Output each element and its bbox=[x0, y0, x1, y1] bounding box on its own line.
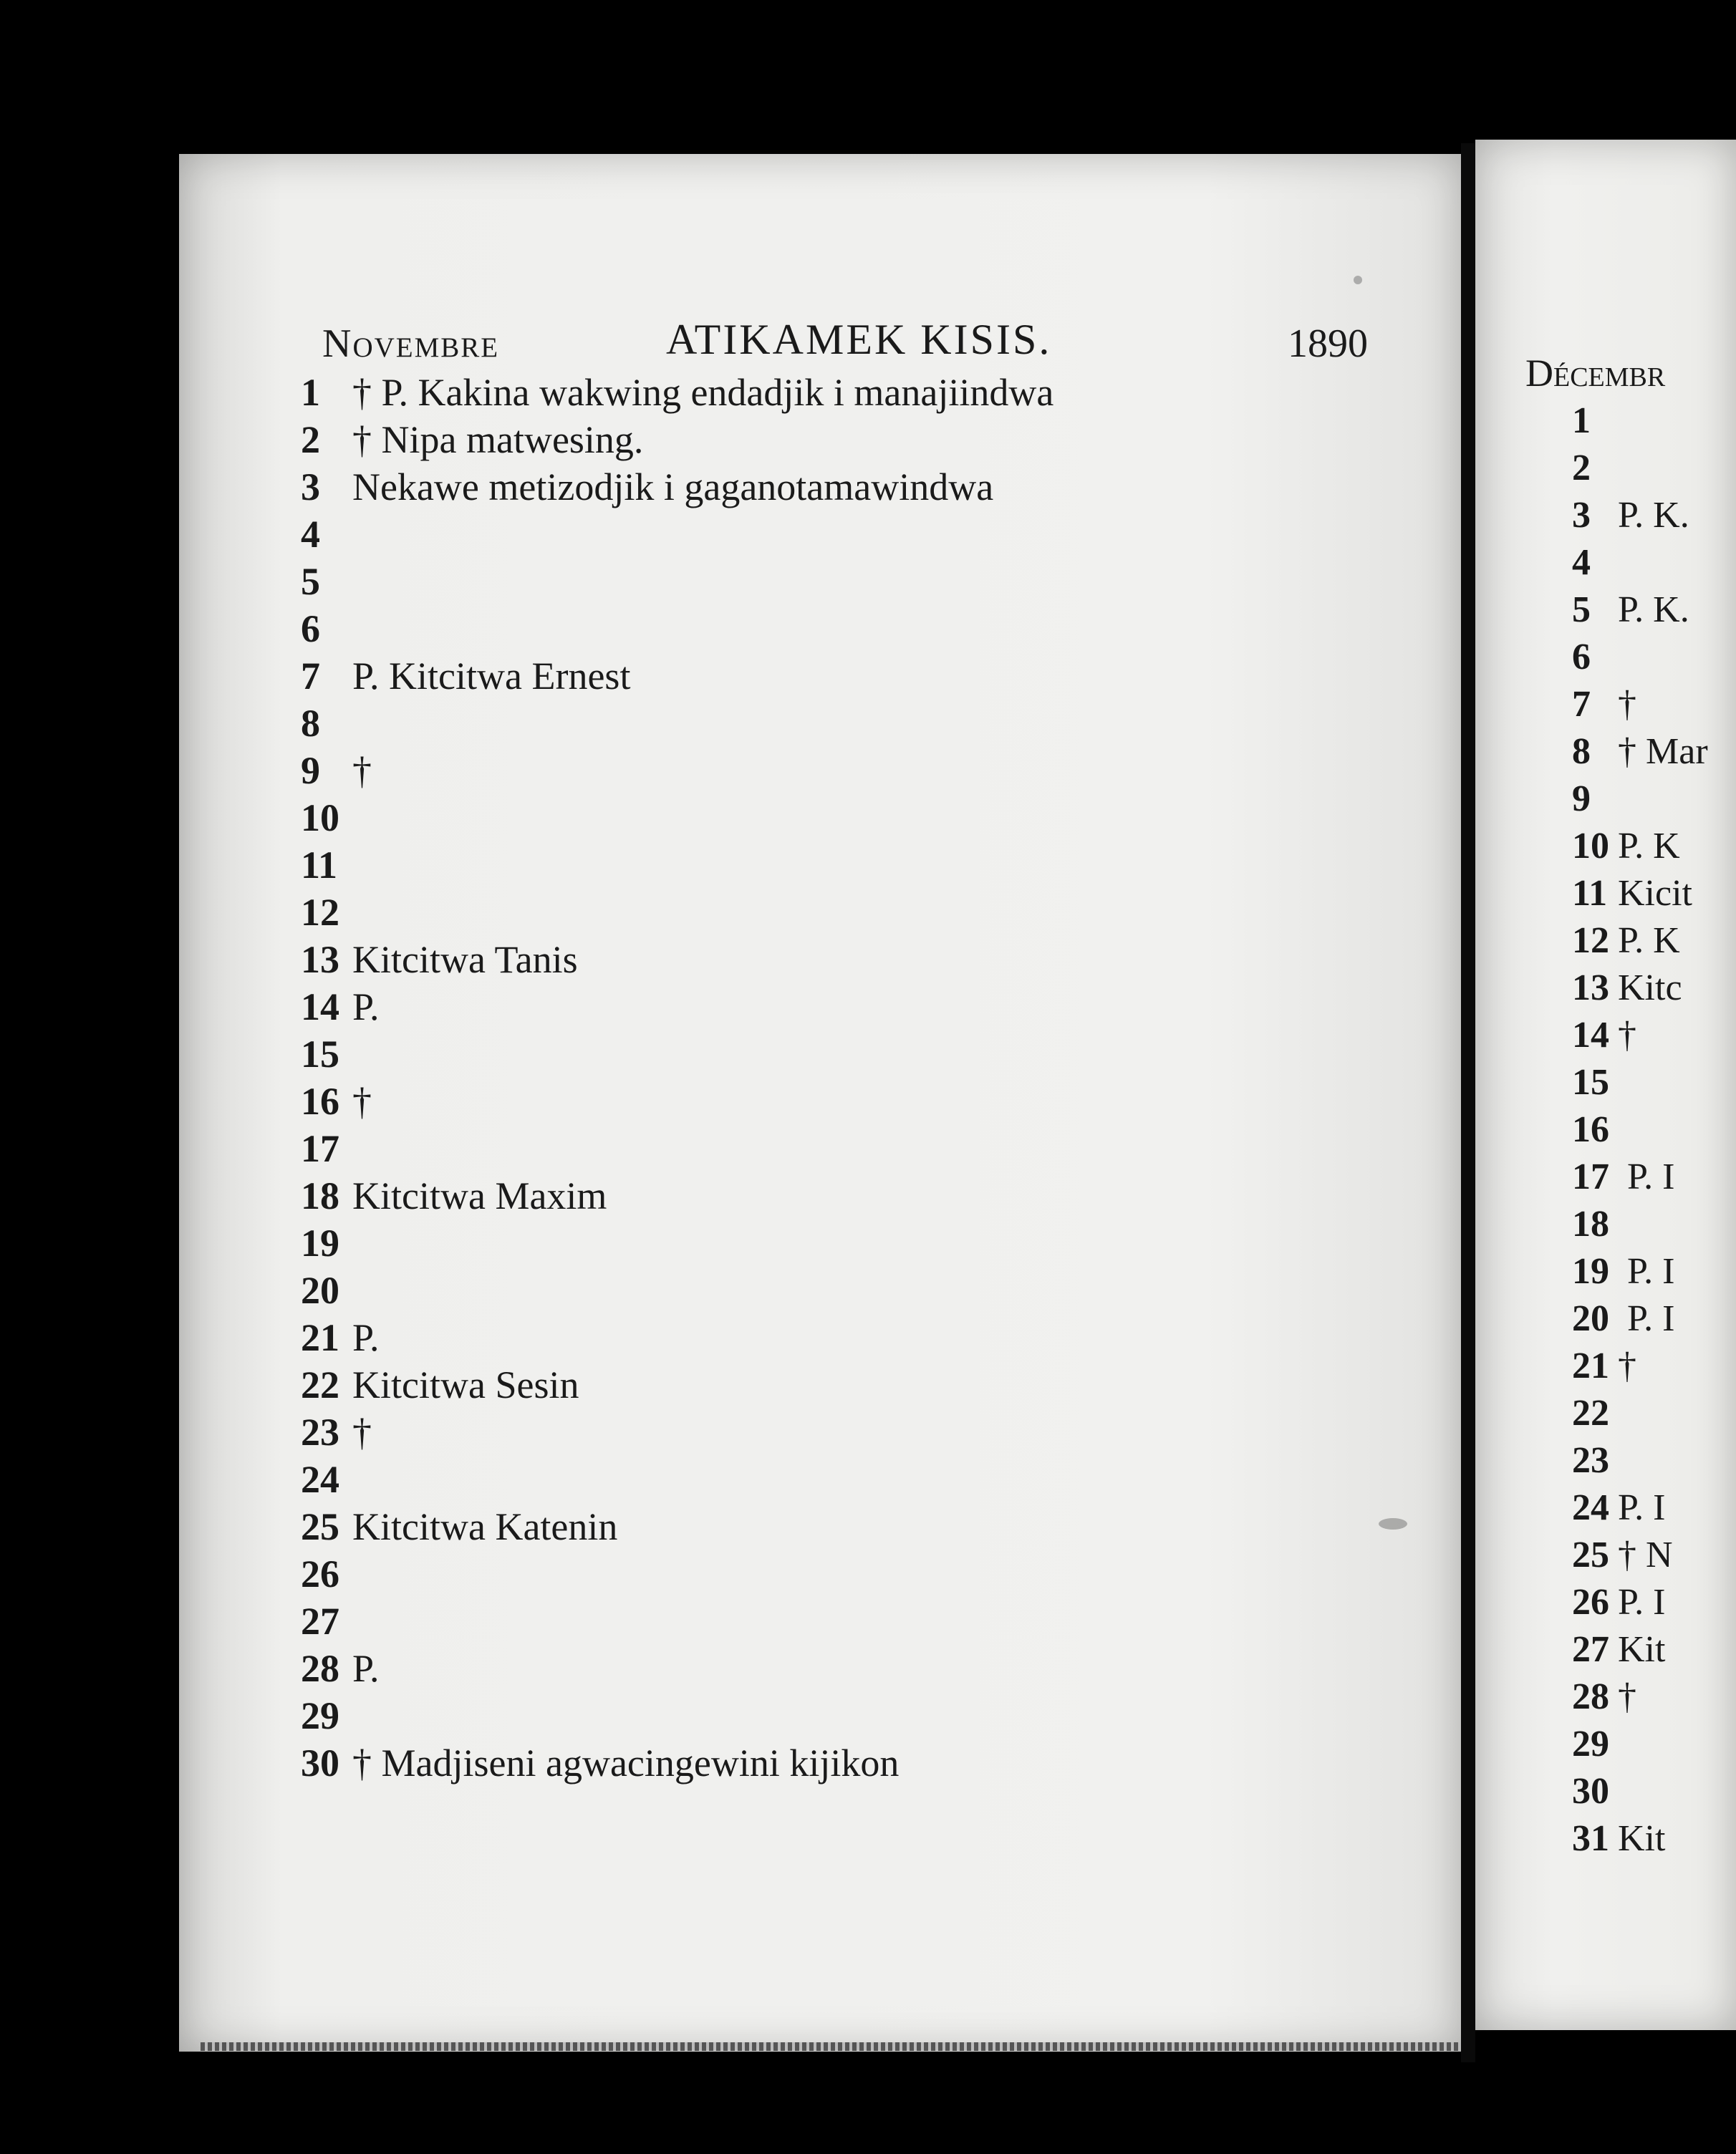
day-entry bbox=[1572, 823, 1736, 870]
day-number: 5 bbox=[1572, 589, 1591, 630]
day-number: 31 bbox=[1572, 1818, 1609, 1859]
day-entry bbox=[1572, 634, 1736, 681]
day-entry bbox=[301, 1692, 1418, 1739]
day-entry bbox=[1572, 1154, 1736, 1201]
day-number: 19 bbox=[301, 1222, 339, 1265]
day-note: P. K bbox=[1618, 826, 1680, 866]
december-day-list bbox=[1572, 397, 1736, 1863]
day-entry bbox=[1572, 1437, 1736, 1484]
day-entry bbox=[301, 1172, 1418, 1220]
day-entry bbox=[1572, 586, 1736, 634]
day-note: † P. Kakina wakwing endadjik i manajiindwa bbox=[352, 371, 1054, 414]
day-note: P. I bbox=[1618, 1251, 1675, 1292]
day-note: P. bbox=[352, 1647, 380, 1690]
day-number: 11 bbox=[1572, 873, 1608, 914]
day-number: 13 bbox=[301, 938, 339, 981]
day-note: † bbox=[352, 1080, 372, 1123]
day-note: P. I bbox=[1618, 1487, 1666, 1528]
day-entry bbox=[301, 1550, 1418, 1598]
day-entry bbox=[301, 558, 1418, 605]
day-number: 3 bbox=[301, 465, 320, 508]
day-number: 2 bbox=[301, 418, 320, 461]
day-number: 13 bbox=[1572, 967, 1609, 1008]
day-number: 25 bbox=[301, 1505, 339, 1548]
day-note: † bbox=[352, 749, 372, 792]
day-number: 25 bbox=[1572, 1535, 1609, 1575]
day-note: P. I bbox=[1618, 1582, 1666, 1623]
day-entry bbox=[301, 983, 1418, 1030]
page-gutter bbox=[1461, 143, 1475, 2062]
day-entry bbox=[301, 936, 1418, 983]
day-entry bbox=[1572, 1201, 1736, 1248]
day-entry bbox=[301, 1220, 1418, 1267]
day-note: Kitcitwa Maxim bbox=[352, 1174, 607, 1217]
page-bottom-edge bbox=[201, 2042, 1461, 2051]
page-title: ATIKAMEK KISIS. bbox=[666, 316, 1052, 363]
day-note: Nekawe metizodjik i gaganotamawindwa bbox=[352, 465, 994, 508]
day-entry bbox=[301, 1267, 1418, 1314]
day-entry bbox=[1572, 1012, 1736, 1059]
day-note: † N bbox=[1618, 1535, 1673, 1575]
day-note: P. bbox=[352, 985, 380, 1028]
day-number: 15 bbox=[1572, 1062, 1609, 1103]
day-note: P. bbox=[352, 1316, 380, 1359]
day-number: 6 bbox=[1572, 637, 1591, 677]
day-entry bbox=[1572, 445, 1736, 492]
day-number: 1 bbox=[301, 371, 320, 414]
day-number: 24 bbox=[301, 1458, 339, 1501]
day-entry bbox=[1572, 1579, 1736, 1626]
day-entry bbox=[1572, 917, 1736, 965]
day-number: 18 bbox=[1572, 1204, 1609, 1245]
day-number: 27 bbox=[1572, 1629, 1609, 1670]
day-number: 12 bbox=[301, 891, 339, 934]
day-entry bbox=[301, 652, 1418, 700]
day-entry bbox=[1572, 492, 1736, 539]
day-entry bbox=[301, 1409, 1418, 1456]
day-note: Kitcitwa Katenin bbox=[352, 1505, 618, 1548]
day-number: 29 bbox=[301, 1694, 339, 1737]
day-note: Kitcitwa Sesin bbox=[352, 1363, 579, 1406]
year-label: 1890 bbox=[1288, 322, 1368, 366]
day-note: P. I bbox=[1618, 1298, 1675, 1339]
day-entry bbox=[1572, 1059, 1736, 1106]
day-number: 7 bbox=[1572, 684, 1591, 725]
right-page-header bbox=[1525, 351, 1665, 395]
day-note: P. I bbox=[1618, 1156, 1675, 1197]
day-note: Kitc bbox=[1618, 967, 1682, 1008]
day-entry bbox=[301, 1361, 1418, 1409]
month-label: Novembre bbox=[322, 322, 500, 366]
day-number: 24 bbox=[1572, 1487, 1609, 1528]
day-number: 23 bbox=[301, 1411, 339, 1454]
day-entry bbox=[301, 841, 1418, 889]
day-entry bbox=[1572, 870, 1736, 917]
day-number: 20 bbox=[1572, 1298, 1609, 1339]
day-note: P. K. bbox=[1618, 495, 1689, 536]
day-entry bbox=[1572, 728, 1736, 776]
day-number: 16 bbox=[301, 1080, 339, 1123]
day-number: 10 bbox=[301, 796, 339, 839]
day-number: 23 bbox=[1572, 1440, 1609, 1481]
day-entry bbox=[301, 700, 1418, 747]
day-entry bbox=[301, 416, 1418, 463]
day-number: 4 bbox=[1572, 542, 1591, 583]
day-note: P. Kitcitwa Ernest bbox=[352, 655, 631, 697]
day-entry bbox=[1572, 1674, 1736, 1721]
day-note: † bbox=[1618, 1346, 1636, 1386]
day-number: 28 bbox=[301, 1647, 339, 1690]
day-entry bbox=[301, 511, 1418, 558]
day-note: † bbox=[1618, 1676, 1636, 1717]
day-number: 10 bbox=[1572, 826, 1609, 866]
day-number: 26 bbox=[1572, 1582, 1609, 1623]
day-entry bbox=[301, 1125, 1418, 1172]
ink-smudge bbox=[1354, 276, 1362, 284]
day-number: 19 bbox=[1572, 1251, 1609, 1292]
day-note: † Nipa matwesing. bbox=[352, 418, 644, 461]
day-number: 22 bbox=[301, 1363, 339, 1406]
day-number: 18 bbox=[301, 1174, 339, 1217]
day-number: 5 bbox=[301, 560, 320, 603]
day-note: Kit bbox=[1618, 1818, 1666, 1859]
day-entry bbox=[1572, 1295, 1736, 1343]
day-number: 29 bbox=[1572, 1724, 1609, 1764]
day-number: 14 bbox=[1572, 1015, 1609, 1056]
day-note: † Madjiseni agwacingewini kijikon bbox=[352, 1742, 900, 1784]
day-number: 3 bbox=[1572, 495, 1591, 536]
day-entry bbox=[1572, 776, 1736, 823]
left-page-header bbox=[322, 315, 1368, 372]
day-number: 4 bbox=[301, 513, 320, 556]
day-entry bbox=[301, 1645, 1418, 1692]
day-note: † bbox=[1618, 684, 1636, 725]
day-entry bbox=[1572, 1390, 1736, 1437]
day-entry bbox=[301, 1314, 1418, 1361]
day-note: † bbox=[1618, 1015, 1636, 1056]
day-entry bbox=[1572, 1343, 1736, 1390]
day-number: 30 bbox=[301, 1742, 339, 1784]
day-number: 14 bbox=[301, 985, 339, 1028]
day-number: 11 bbox=[301, 844, 338, 887]
day-number: 16 bbox=[1572, 1109, 1609, 1150]
day-number: 17 bbox=[301, 1127, 339, 1170]
day-number: 27 bbox=[301, 1600, 339, 1643]
day-number: 12 bbox=[1572, 920, 1609, 961]
day-entry bbox=[301, 1456, 1418, 1503]
day-entry bbox=[1572, 1815, 1736, 1863]
day-entry bbox=[301, 1739, 1418, 1787]
day-entry bbox=[301, 794, 1418, 841]
month-label: Décembr bbox=[1525, 352, 1666, 395]
day-number: 7 bbox=[301, 655, 320, 697]
day-number: 9 bbox=[301, 749, 320, 792]
day-note: P. K bbox=[1618, 920, 1680, 961]
november-day-list bbox=[301, 369, 1418, 1787]
day-number: 30 bbox=[1572, 1771, 1609, 1812]
day-note: P. K. bbox=[1618, 589, 1689, 630]
day-entry bbox=[1572, 965, 1736, 1012]
day-entry bbox=[301, 1598, 1418, 1645]
day-number: 8 bbox=[301, 702, 320, 745]
day-entry bbox=[1572, 1484, 1736, 1532]
day-number: 15 bbox=[301, 1033, 339, 1076]
day-number: 21 bbox=[301, 1316, 339, 1359]
day-number: 22 bbox=[1572, 1393, 1609, 1434]
day-note: Kit bbox=[1618, 1629, 1666, 1670]
day-number: 9 bbox=[1572, 778, 1591, 819]
day-entry bbox=[301, 1030, 1418, 1078]
day-note: Kicit bbox=[1618, 873, 1692, 914]
day-entry bbox=[1572, 1532, 1736, 1579]
day-entry bbox=[1572, 539, 1736, 586]
day-entry bbox=[301, 747, 1418, 794]
day-entry bbox=[301, 1078, 1418, 1125]
day-number: 17 bbox=[1572, 1156, 1609, 1197]
day-entry bbox=[301, 463, 1418, 511]
day-note: † bbox=[352, 1411, 372, 1454]
day-entry bbox=[1572, 1721, 1736, 1768]
day-entry bbox=[1572, 681, 1736, 728]
day-entry bbox=[1572, 1768, 1736, 1815]
day-number: 8 bbox=[1572, 731, 1591, 772]
day-entry bbox=[1572, 397, 1736, 445]
day-number: 26 bbox=[301, 1552, 339, 1595]
day-number: 21 bbox=[1572, 1346, 1609, 1386]
day-entry bbox=[301, 1503, 1418, 1550]
day-entry bbox=[1572, 1626, 1736, 1674]
day-number: 1 bbox=[1572, 400, 1591, 441]
day-entry bbox=[301, 605, 1418, 652]
day-note: Kitcitwa Tanis bbox=[352, 938, 578, 981]
day-entry bbox=[1572, 1248, 1736, 1295]
day-number: 2 bbox=[1572, 448, 1591, 488]
day-number: 20 bbox=[301, 1269, 339, 1312]
day-note: † Mar bbox=[1618, 731, 1708, 772]
day-entry bbox=[301, 369, 1418, 416]
day-number: 6 bbox=[301, 607, 320, 650]
day-number: 28 bbox=[1572, 1676, 1609, 1717]
day-entry bbox=[1572, 1106, 1736, 1154]
day-entry bbox=[301, 889, 1418, 936]
